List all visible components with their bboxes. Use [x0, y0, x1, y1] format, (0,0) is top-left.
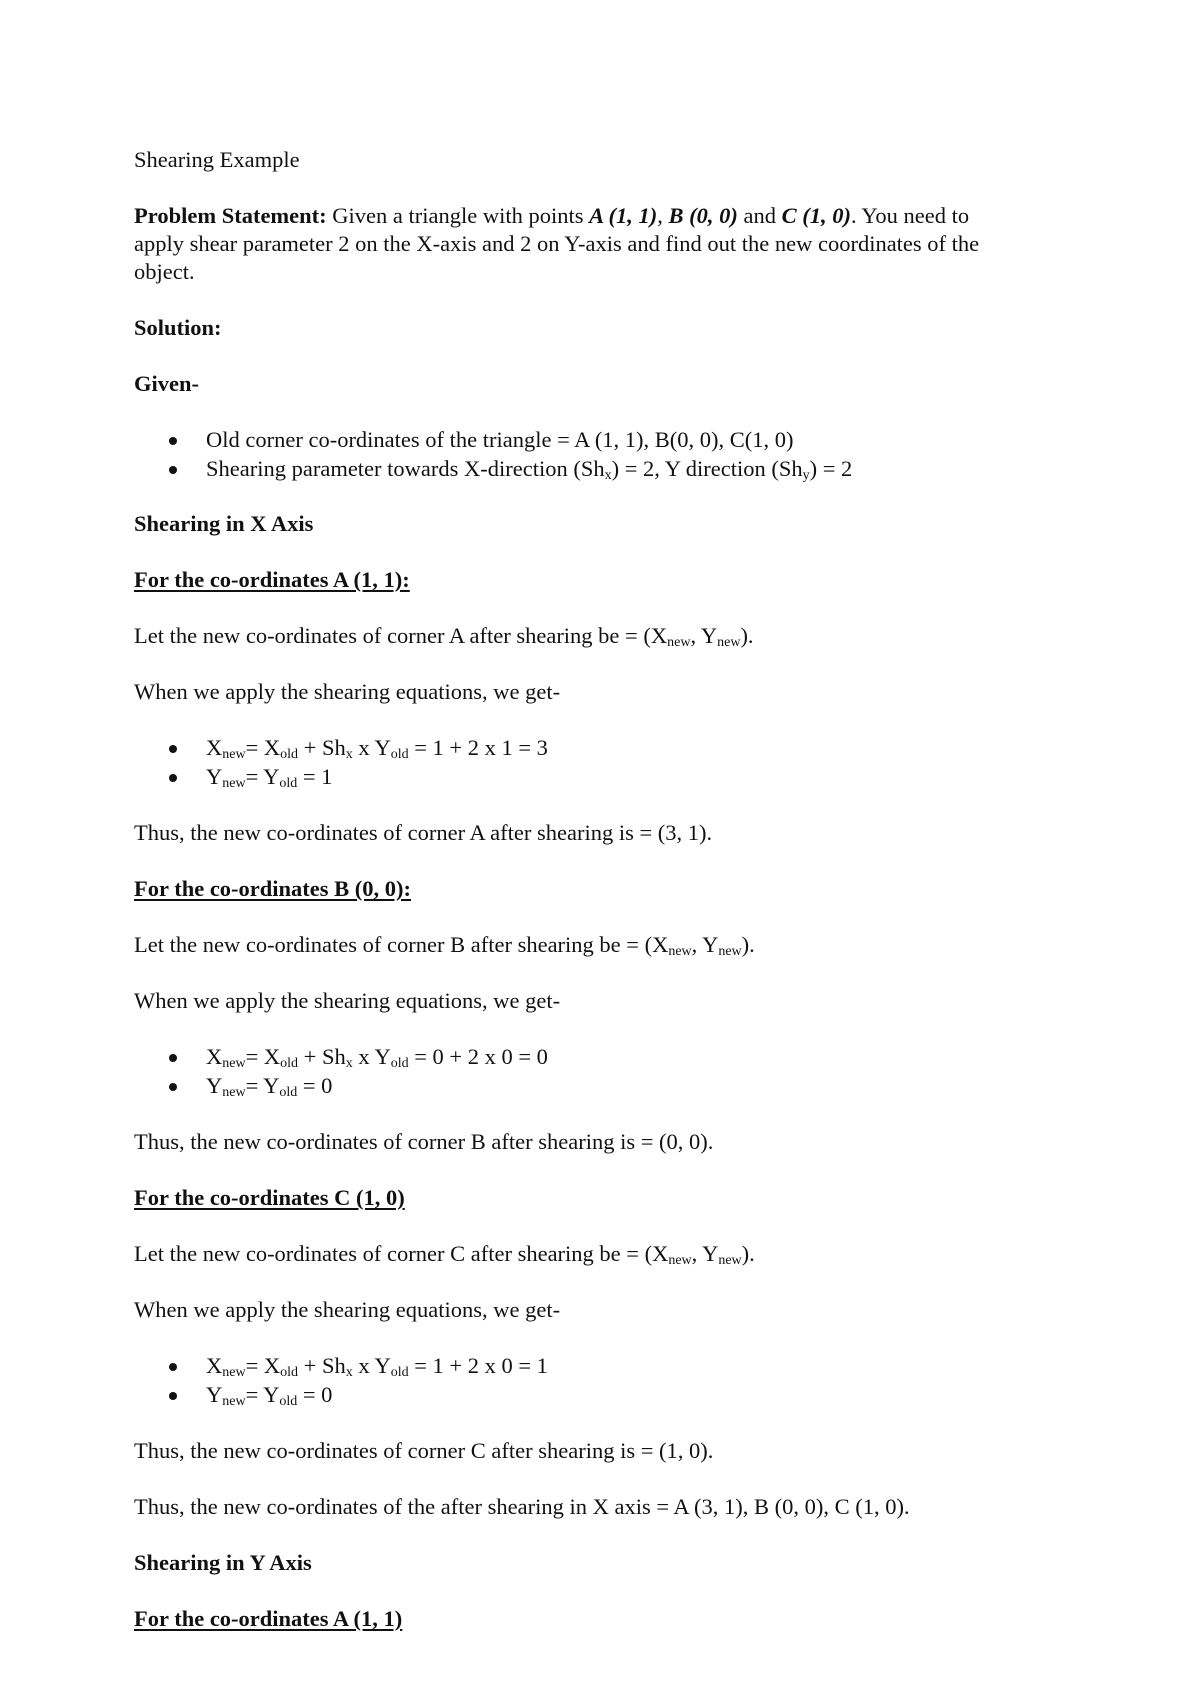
point-a: A (1, 1) [589, 203, 658, 228]
case-b-let: Let the new co-ordinates of corner B after shearing be = (Xnew, Ynew). [134, 932, 755, 959]
problem-statement-line-1: Problem Statement: Given a triangle with points A (1, 1), B (0, 0) and C (1, 0). You need to [134, 203, 970, 228]
bullet-icon [169, 1054, 177, 1062]
case-a-y-equation: Ynew= Yold = 1 [206, 764, 333, 791]
problem-statement-label: Problem Statement: [134, 203, 327, 228]
given-shear-parameters: Shearing parameter towards X-direction (Shx) = 2, Y direction (Shy) = 2 [206, 456, 853, 483]
case-a-result: Thus, the new co-ordinates of corner A after shearing is = (3, 1). [134, 820, 713, 845]
case-b-apply: When we apply the shearing equations, we get- [134, 988, 561, 1013]
case-b-heading: For the co-ordinates B (0, 0): [134, 876, 412, 901]
given-heading: Given- [134, 371, 199, 396]
case-a-heading: For the co-ordinates A (1, 1): [134, 567, 410, 592]
case-c-result: Thus, the new co-ordinates of corner C after shearing is = (1, 0). [134, 1438, 714, 1463]
bullet-icon [169, 1363, 177, 1371]
case-a-x-equation: Xnew= Xold + Shx x Yold = 1 + 2 x 1 = 3 [206, 735, 548, 762]
bullet-icon [169, 774, 177, 782]
problem-statement-line-2: apply shear parameter 2 on the X-axis and 2 on Y-axis and find out the new coordinates of the [134, 231, 980, 256]
bullet-icon [169, 466, 177, 474]
case-b-result: Thus, the new co-ordinates of corner B after shearing is = (0, 0). [134, 1129, 714, 1154]
section-heading-x-axis: Shearing in X Axis [134, 511, 314, 536]
document-title: Shearing Example [134, 147, 300, 172]
bullet-icon [169, 437, 177, 445]
case-b-x-equation: Xnew= Xold + Shx x Yold = 0 + 2 x 0 = 0 [206, 1044, 548, 1071]
case-b-y-equation: Ynew= Yold = 0 [206, 1073, 333, 1100]
bullet-icon [169, 1083, 177, 1091]
bullet-icon [169, 745, 177, 753]
solution-heading: Solution: [134, 315, 222, 340]
x-axis-summary: Thus, the new co-ordinates of the after shearing in X axis = A (3, 1), B (0, 0), C (1, 0). [134, 1494, 910, 1519]
given-old-coordinates: Old corner co-ordinates of the triangle = A (1, 1), B(0, 0), C(1, 0) [206, 427, 794, 452]
problem-statement-line-3: object. [134, 259, 195, 284]
point-b: B (0, 0) [668, 203, 738, 228]
section-heading-y-axis: Shearing in Y Axis [134, 1550, 312, 1575]
case-c-y-equation: Ynew= Yold = 0 [206, 1382, 333, 1409]
case-c-heading: For the co-ordinates C (1, 0) [134, 1185, 405, 1210]
bullet-icon [169, 1392, 177, 1400]
y-axis-case-a-heading: For the co-ordinates A (1, 1) [134, 1606, 403, 1631]
case-a-apply: When we apply the shearing equations, we get- [134, 679, 561, 704]
case-c-let: Let the new co-ordinates of corner C after shearing be = (Xnew, Ynew). [134, 1241, 755, 1268]
point-c: C (1, 0) [781, 203, 851, 228]
case-a-let: Let the new co-ordinates of corner A after shearing be = (Xnew, Ynew). [134, 623, 754, 650]
case-c-x-equation: Xnew= Xold + Shx x Yold = 1 + 2 x 0 = 1 [206, 1353, 548, 1380]
case-c-apply: When we apply the shearing equations, we get- [134, 1297, 561, 1322]
